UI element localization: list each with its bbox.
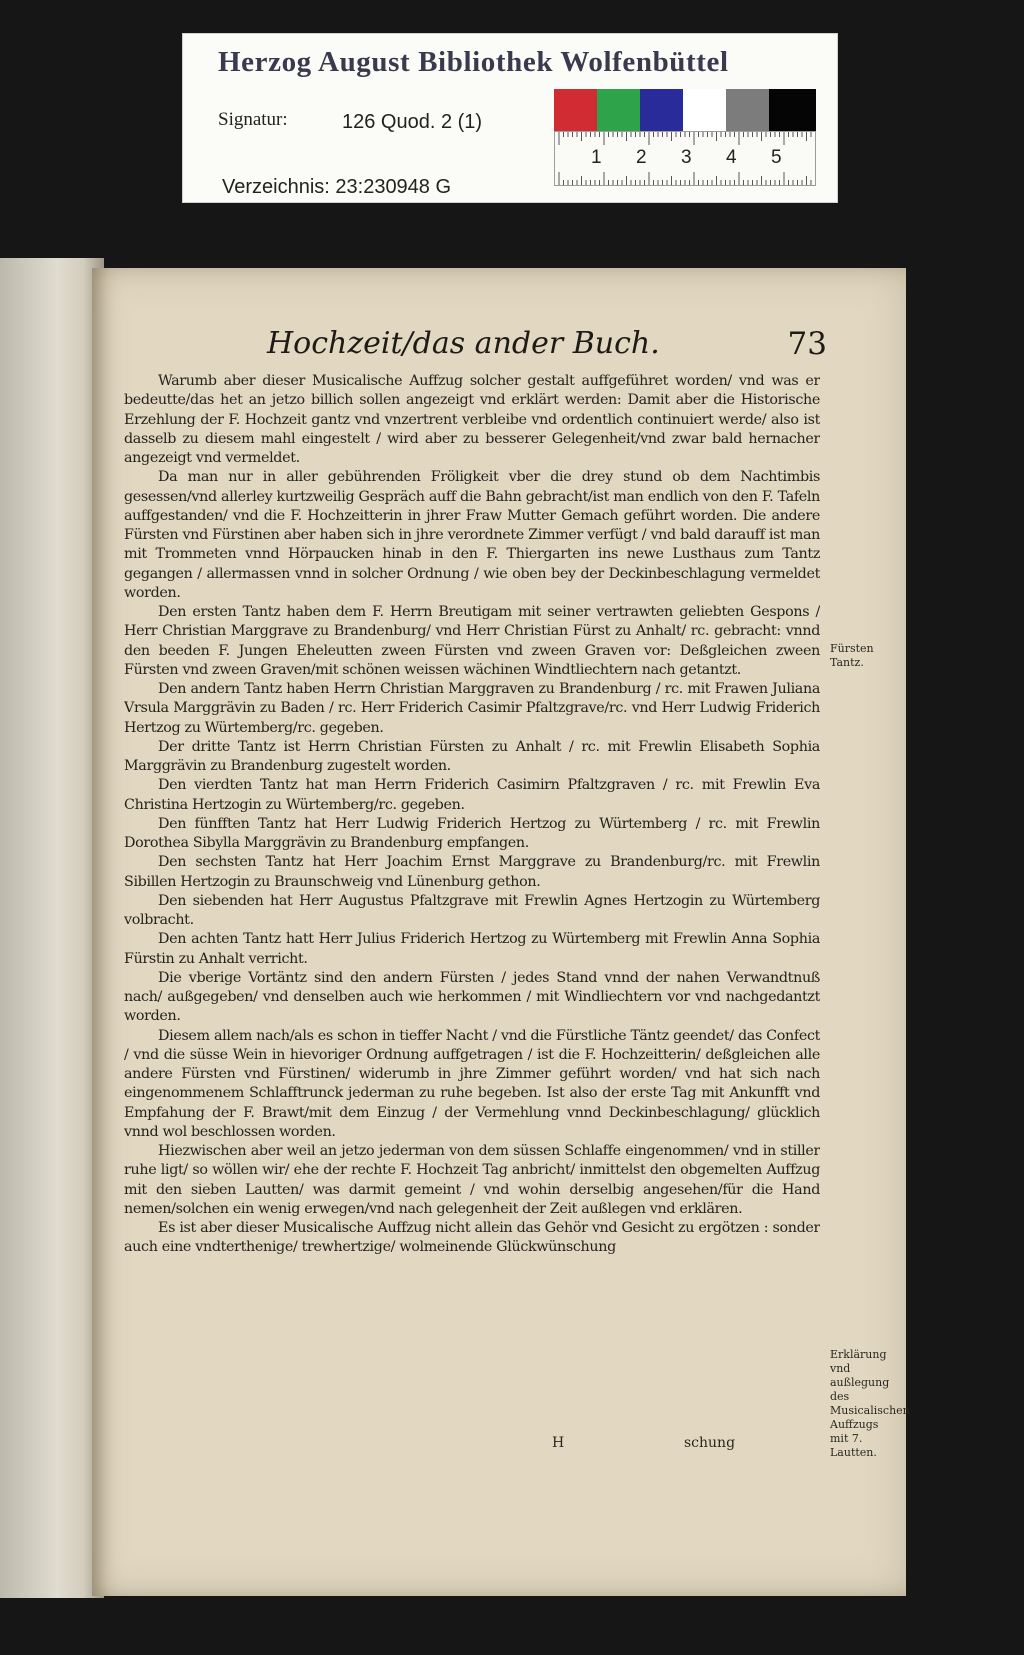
folio-number: 73 bbox=[787, 326, 827, 362]
running-head bbox=[267, 326, 827, 370]
paragraph: Den ersten Tantz haben dem F. Herrn Breutigam mit seiner vertrawten geliebten Gespons / Herr Christian Marggrave zu Brandenburg/ vnd Herr Christian Fürst zu Anhalt/ rc. gebracht: vnnd den beeden F. Jungen Eheleutten zween Fürsten vnd zween Graven vor: Deßgleichen zween Fürsten vnd zween Graven/mit schönen weissen wächinen Windtliechtern nach getantzt. bbox=[124, 604, 820, 678]
catchword: schung bbox=[684, 1435, 736, 1451]
library-name: Herzog August Bibliothek Wolfenbüttel bbox=[218, 46, 729, 78]
paragraph: Den andern Tantz haben Herrn Christian Marggraven zu Brandenburg / rc. mit Frawen Juliana Vrsula Marggrävin zu Baden / rc. Herr Friderich Casimir Pfaltzgrave/rc. vnd Herr Ludwig Friderich Hertzog zu Würtemberg/rc. gegeben. bbox=[124, 681, 820, 736]
paragraph: Da man nur in aller gebührenden Fröligkeit vber die drey stund ob dem Nachtimbis gesessen/vnd allerley kurtzweilig Gespräch auff die Bahn gebracht/ist man endlich von den F. Tafeln auffgestanden/ vnd die F. Hochzeitterin in jhrer Fraw Mutter Gemach geführt worden. Die andere Fürsten vnd Fürstinen aber haben sich in jhre verordnete Zimmer verfügt / vnd bald darauff ist man mit Trommeten vnnd Hörpaucken hinab in den F. Thiergarten ins newe Lusthaus zum Tantz gegangen / allermassen vnnd in solcher Ordnung / wie oben bey der Deckinbeschlagung vermeldet worden. bbox=[124, 469, 820, 601]
book-page bbox=[92, 268, 910, 1596]
marginal-note: Erklärung vnd außlegung des Musicalischen Auffzugs mit 7. Lautten. bbox=[830, 1348, 910, 1459]
paragraph: Hiezwischen aber weil an jetzo jederman von dem süssen Schlaffe eingenommen/ vnd in stiller ruhe ligt/ so wöllen wir/ ehe der rechte F. Hochzeit Tag anbricht/ inmittelst den obgemelten Auffzug mit den sieben Lautten/ was darmit gemeint / vnd wohin derselbig angesehen/für die Hand nemen/solchen ein wenig erwegen/vnd nach gelegenheit der Zeit außlegen vnd erklären. bbox=[124, 1143, 820, 1217]
paragraph: Den vierdten Tantz hat man Herrn Friderich Casimirn Pfaltzgraven / rc. mit Frewlin Eva Christina Hertzogin zu Würtemberg/rc. gegeben. bbox=[124, 777, 820, 813]
ruler-number-4: 4 bbox=[726, 147, 737, 168]
paragraph: Diesem allem nach/als es schon in tieffer Nacht / vnd die Fürstliche Täntz geendet/ das Confect / vnd die süsse Wein in hievoriger Ordnung auffgetragen / ist die F. Hochzeitterin/ deßgleichen alle andere Fürsten vnd Fürstinen/ widerumb in jhre Zimmer geführt worden/ vnd hat sich nach eingenommenem Schlafftrunck jederman zu ruhe begeben. Ist also der erste Tag mit Ankunfft vnd Empfahung der F. Brawt/mit dem Einzug / der Vermehlung vnnd Deckinbeschlagung/ glücklich vnnd wol beschlossen worden. bbox=[124, 1027, 820, 1140]
swatch-red bbox=[554, 89, 597, 131]
paragraph: Warumb aber dieser Musicalische Auffzug solcher gestalt auffgeführet worden/ vnd was er bedeutte/das het an jetzo billich sollen angezeigt vnd erklärt werden: Damit aber die Historische Erzehlung der F. Hochzeit gantz vnd vnzertrent verbleibe vnd ordentlich continuiert werde/ also ist dasselb zu diesem mahl eingestelt / wird aber zu besserer Gelegenheit/vnd zwar bald hernacher angezeigt vnd vermeldet. bbox=[124, 373, 820, 466]
signature-mark: H bbox=[552, 1435, 565, 1451]
marginal-note: Fürsten Tantz. bbox=[830, 642, 874, 669]
swatch-black bbox=[769, 89, 816, 131]
paragraph: Der dritte Tantz ist Herrn Christian Fürsten zu Anhalt / rc. mit Frewlin Elisabeth Sophia Marggrävin zu Brandenburg zugestelt worden. bbox=[124, 738, 820, 774]
swatch-gray bbox=[726, 89, 769, 131]
swatch-white bbox=[683, 89, 726, 131]
ruler-number-5: 5 bbox=[771, 147, 782, 168]
paragraph: Den fünfften Tantz hat Herr Ludwig Friderich Hertzog zu Würtemberg / rc. mit Frewlin Dorothea Sibylla Marggrävin zu Brandenburg empfangen. bbox=[124, 815, 820, 851]
catalogue-card bbox=[182, 33, 838, 203]
ruler-number-1: 1 bbox=[591, 147, 602, 168]
signatur-value: 126 Quod. 2 (1) bbox=[342, 111, 483, 133]
verzeichnis-label: Verzeichnis: 23:230948 G bbox=[222, 176, 452, 198]
body-text bbox=[124, 372, 820, 1527]
signatur-label: Signatur: bbox=[218, 109, 288, 130]
ruler-number-2: 2 bbox=[636, 147, 647, 168]
paragraph: Den achten Tantz hatt Herr Julius Friderich Hertzog zu Würtemberg mit Frewlin Anna Sophia Fürstin zu Anhalt verricht. bbox=[124, 931, 820, 967]
paragraph: Den siebenden hat Herr Augustus Pfaltzgrave mit Frewlin Agnes Hertzogin zu Würtemberg volbracht. bbox=[124, 892, 820, 928]
running-head-title: Hochzeit/das ander Buch. bbox=[267, 326, 660, 361]
swatch-green bbox=[597, 89, 640, 131]
color-swatches bbox=[554, 89, 816, 131]
swatch-blue bbox=[640, 89, 683, 131]
left-page-edge bbox=[0, 258, 104, 1598]
paragraph: Den sechsten Tantz hat Herr Joachim Ernst Marggrave zu Brandenburg/rc. mit Frewlin Sibillen Hertzogin zu Braunschweig vnd Lünenburg gethon. bbox=[124, 854, 820, 890]
paragraph: Die vberige Vortäntz sind den andern Fürsten / jedes Stand vnnd der nahen Verwandtnuß nach/ außgegeben/ vnd denselben auch wie herkommen / mit Windliechtern vor vnd nachgedantzt worden. bbox=[124, 969, 820, 1025]
paragraph: Es ist aber dieser Musicalische Auffzug nicht allein das Gehör vnd Gesicht zu ergötzen : sonder auch eine vndterthenige/ trewhertzige/ wolmeinende Glückwünschung bbox=[124, 1220, 820, 1256]
ruler-number-3: 3 bbox=[681, 147, 692, 168]
scale-ruler bbox=[554, 131, 816, 186]
